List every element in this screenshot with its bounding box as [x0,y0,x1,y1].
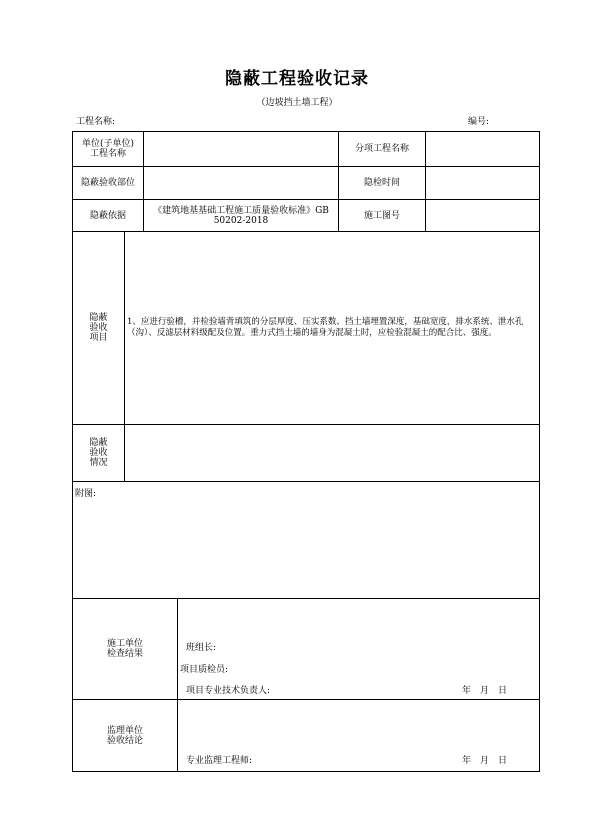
items-content-text: 1、应进行验槽，并检验墙背填筑的分层厚度、压实系数、挡土墙埋置深度，基础宽度，排水系统、泄水孔（沟）、反滤层材料级配及位置。重力式挡土墙的墙身为混凝土时，应检验混凝土的配合比、强度。 [127,317,524,338]
sub-item-name-field[interactable] [426,132,539,166]
construction-label-line2: 检查结果 [106,649,143,659]
page-title: 隐蔽工程验收记录 [225,69,369,89]
items-label-line2: 验收 [89,323,108,333]
drawing-no-label: 施工图号 [363,210,400,221]
situation-label-line1: 隐蔽 [89,438,108,448]
basis-label: 隐蔽依据 [89,210,126,221]
supervision-label [73,700,177,771]
unit-name-label-line1: 单位(子单位) [81,139,135,149]
items-label-line3: 项目 [89,333,108,343]
number-label: 编号: [468,117,490,127]
situation-label [73,425,124,481]
drawing-no-field[interactable] [426,200,539,231]
attachment-area[interactable] [73,500,539,597]
sub-item-name-label: 分项工程名称 [354,144,409,154]
hidden-part-field[interactable] [144,167,338,199]
unit-name-field[interactable] [144,132,338,166]
supervision-label-line2: 验收结论 [106,735,143,746]
date-label: 年 月 日 [462,756,508,766]
quality-inspector-label: 项目质检员: [180,665,229,675]
col-divider [177,598,178,772]
attachment-label: 附图: [75,489,97,499]
tech-lead-label: 项目专业技术负责人: [186,686,271,696]
supervision-label-line1: 监理单位 [106,725,143,736]
basis-value [144,200,338,231]
basis-value-line1: 《建筑地基基础工程施工质量验收标准》GB [153,205,329,216]
project-name-label: 工程名称: [76,117,116,127]
inspection-time-label: 隐检时间 [363,178,400,188]
page-subtitle: （边坡挡土墙工程） [256,98,338,108]
date-label: 年 月 日 [462,686,508,696]
items-content [127,232,536,424]
items-label [73,232,124,424]
inspection-time-field[interactable] [426,167,539,199]
basis-value-line2: 50202-2018 [213,215,269,226]
situation-label-line2: 验收 [89,448,108,458]
construction-label-line1: 施工单位 [106,639,143,649]
unit-name-label [73,132,143,166]
hidden-part-label: 隐蔽验收部位 [80,178,135,188]
construction-label [73,599,177,699]
situation-label-line3: 情况 [89,458,108,468]
items-label-line1: 隐蔽 [89,313,108,323]
supervision-engineer-label: 专业监理工程师: [186,756,253,766]
row-divider [72,481,540,482]
unit-name-label-line2: 工程名称 [89,149,126,159]
team-leader-label: 班组长: [186,643,217,653]
situation-field[interactable] [125,425,539,481]
